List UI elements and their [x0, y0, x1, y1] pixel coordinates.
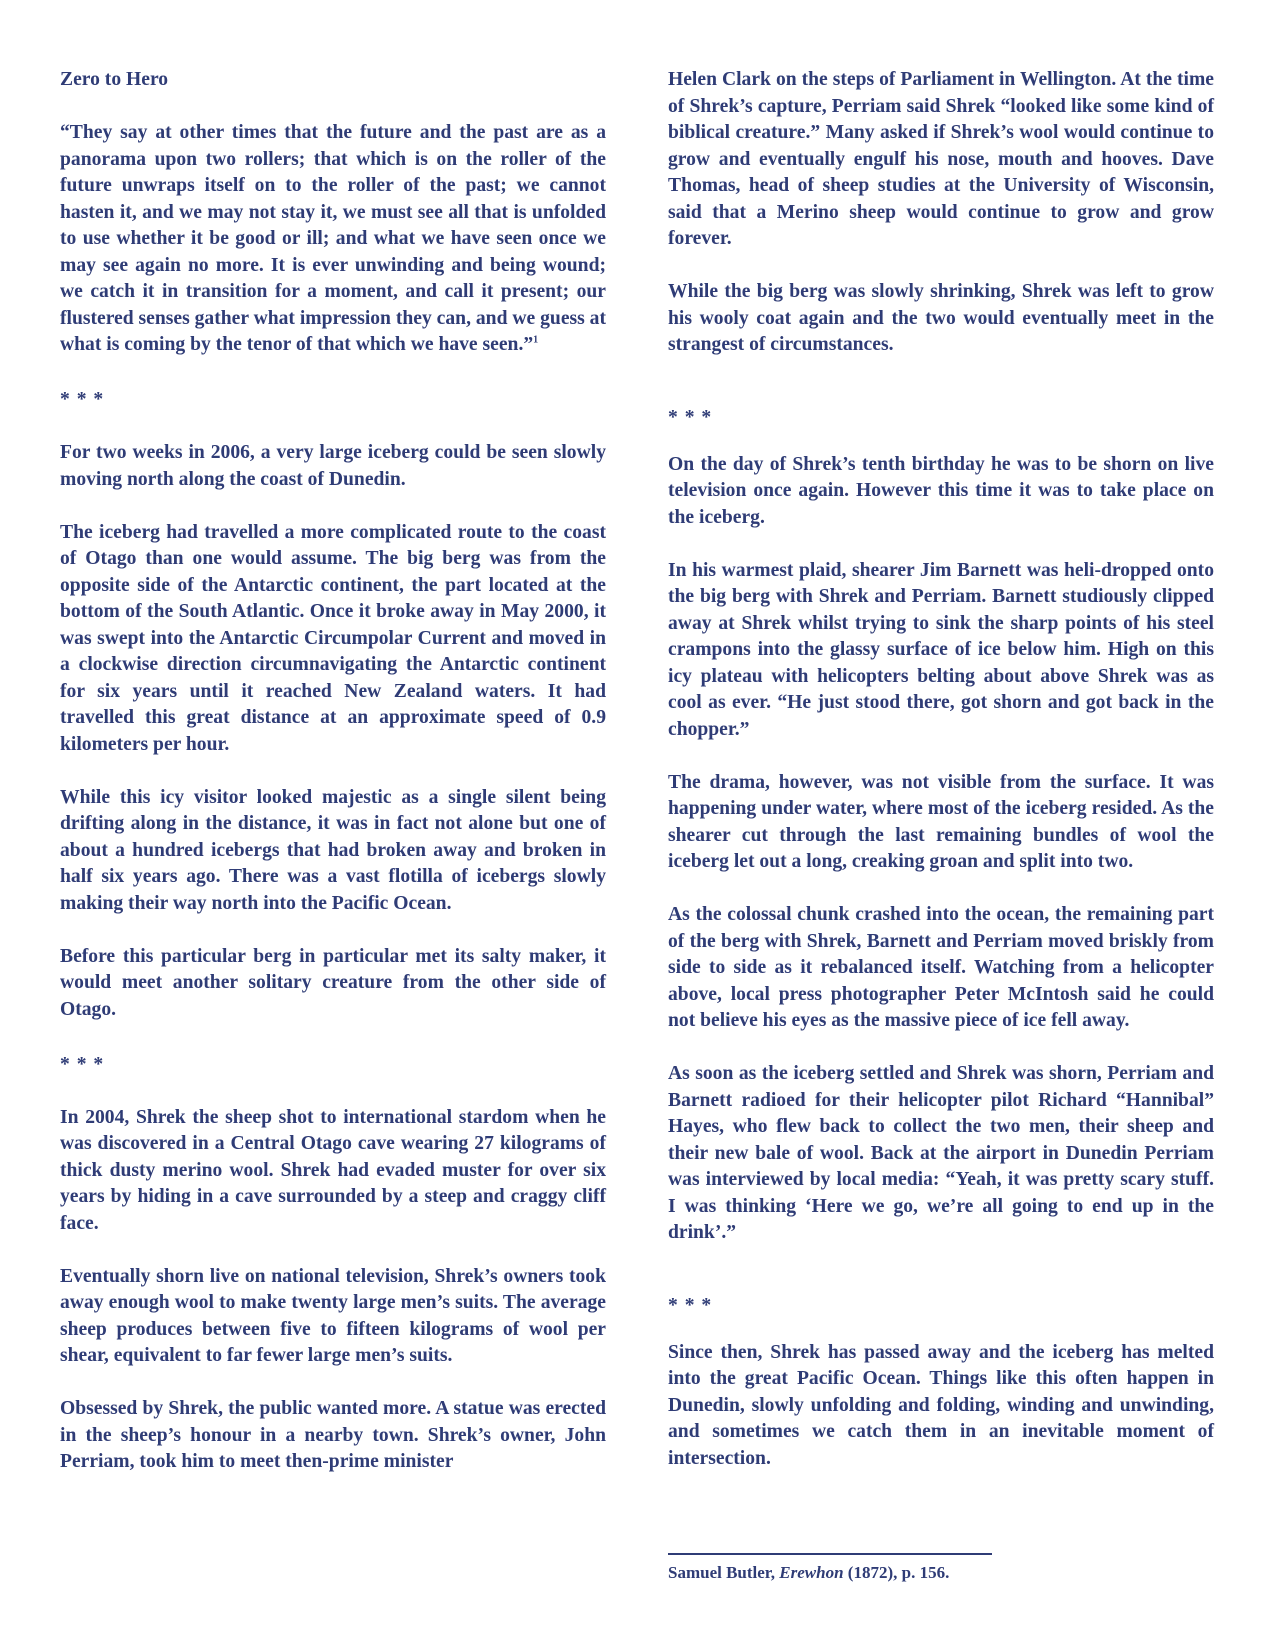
epigraph-text: “They say at other times that the future and the past are as a panorama upon two rollers; that which is on the roller of the future unwraps itself on to the roller of the past; we cannot hasten it, and we may not stay it, we must see all that is unfolded to use whether it be good or ill; and what we have seen once we may see again no more. It is ever unwinding and being wound; we catch it in transition for a moment, and call it present; our flustered senses gather what impression they can, and we guess at what is coming by the tenor of that which we have seen.”	[60, 122, 606, 355]
section-separator: * * *	[668, 407, 713, 428]
document-title: Zero to Hero	[60, 69, 169, 90]
paragraph: The drama, however, was not visible from the surface. It was happening under water, where most of the iceberg resided. As the shearer cut through the last remaining bundles of wool the iceberg let out a long, creaking groan and split into two.	[668, 771, 1214, 872]
section-separator: * * *	[668, 1295, 713, 1316]
footnote-rule	[668, 1553, 992, 1555]
section-separator: * * *	[60, 1053, 105, 1075]
right-column	[668, 67, 1214, 1472]
paragraph: Since then, Shrek has passed away and the iceberg has melted into the great Pacific Ocean. Things like this often happen in Dunedin, slowly unfolding and folding, winding and unwinding, and sometimes we catch them in an inevitable moment of intersection.	[668, 1341, 1214, 1469]
paragraph: Obsessed by Shrek, the public wanted more. A statue was erected in the sheep’s honour in a nearby town. Shrek’s owner, John Perriam, took him to meet then-prime minister	[60, 1398, 606, 1472]
paragraph: The iceberg had travelled a more complicated route to the coast of Otago than one would assume. The big berg was from the opposite side of the Antarctic continent, the part located at the bottom of the South Atlantic. Once it broke away in May 2000, it was swept into the Antarctic Circumpolar Current and moved in a clockwise direction circumnavigating the Antarctic continent for six years until it reached New Zealand waters. It had travelled this great distance at an approximate speed of 0.9 kilometers per hour.	[60, 521, 606, 755]
paragraph: Helen Clark on the steps of Parliament in Wellington. At the time of Shrek’s capture, Perriam said Shrek “looked like some kind of biblical creature.” Many asked if Shrek’s wool would continue to grow and eventually engulf his nose, mouth and hooves. Dave Thomas, head of sheep studies at the University of Wisconsin, said that a Merino sheep would continue to grow and grow forever.	[668, 69, 1214, 249]
paragraph: While the big berg was slowly shrinking, Shrek was left to grow his wooly coat again and the two would eventually meet in the strangest of circumstances.	[668, 281, 1214, 355]
paragraph: While this icy visitor looked majestic as a single silent being drifting along in the distance, it was in fact not alone but one of about a hundred icebergs that had broken away and broken in half six years ago. There was a vast flotilla of icebergs slowly making their way north into the Pacific Ocean.	[60, 786, 606, 914]
paragraph: As the colossal chunk crashed into the ocean, the remaining part of the berg with Shrek, Barnett and Perriam moved briskly from side to side as it rebalanced itself. Watching from a helicopter above, local press photographer Peter McIntosh said he could not believe his eyes as the massive piece of ice fell away.	[668, 904, 1214, 1031]
paragraph: Before this particular berg in particular met its salty maker, it would meet another solitary creature from the other side of Otago.	[60, 945, 606, 1020]
paragraph: Eventually shorn live on national television, Shrek’s owners took away enough wool to make twenty large men’s suits. The average sheep produces between five to fifteen kilograms of wool per shear, equivalent to far fewer large men’s suits.	[60, 1265, 606, 1366]
paragraph: In 2004, Shrek the sheep shot to international stardom when he was discovered in a Central Otago cave wearing 27 kilograms of thick dusty merino wool. Shrek had evaded muster for over six years by hiding in a cave surrounded by a steep and craggy cliff face.	[60, 1106, 606, 1234]
footnote-work: Erewhon	[779, 1563, 844, 1582]
paragraph: In his warmest plaid, shearer Jim Barnett was heli-dropped onto the big berg with Shrek and Perriam. Barnett studiously clipped away at Shrek whilst trying to sink the sharp points of his steel crampons into the glassy surface of ice below him. High on this icy plateau with helicopters belting about above Shrek was as cool as ever. “He just stood there, got shorn and got back in the chopper.”	[668, 559, 1214, 740]
footnote-details: (1872), p. 156.	[847, 1563, 950, 1582]
paragraph: On the day of Shrek’s tenth birthday he was to be shorn on live television once again. However this time it was to take place on the iceberg.	[668, 453, 1214, 528]
epigraph	[60, 120, 606, 359]
footnote-author: Samuel Butler,	[668, 1563, 776, 1582]
paragraph: For two weeks in 2006, a very large iceberg could be seen slowly moving north along the coast of Dunedin.	[60, 442, 606, 490]
paragraph: As soon as the iceberg settled and Shrek was shorn, Perriam and Barnett radioed for their helicopter pilot Richard “Hannibal” Hayes, who flew back to collect the two men, their sheep and their new bale of wool. Back at the airport in Dunedin Perriam was interviewed by local media: “Yeah, it was pretty scary stuff. I was thinking ‘Here we go, we’re all going to end up in the drink’.”	[668, 1063, 1214, 1243]
footnote-marker: 1	[533, 334, 539, 346]
section-separator: * * *	[60, 389, 105, 410]
left-column	[60, 67, 606, 1476]
footnote	[668, 1561, 949, 1585]
